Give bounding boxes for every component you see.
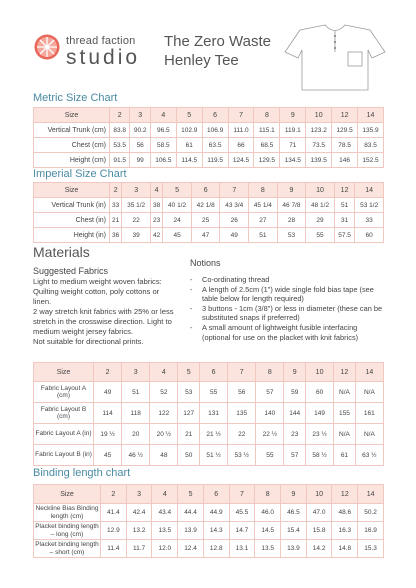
table-cell: 68.5 bbox=[254, 138, 280, 153]
row-label: Vertical Trunk (cm) bbox=[34, 123, 110, 138]
header-cell: 12 bbox=[334, 183, 354, 198]
list-item: - A length of 2.5cm (1") wide single fold bias tape (see table below for length required) bbox=[190, 285, 385, 304]
header-cell: 3 bbox=[130, 108, 150, 123]
brand-name: thread faction bbox=[66, 35, 136, 47]
table-cell: 15.4 bbox=[281, 522, 307, 540]
table-cell: 46 7/8 bbox=[277, 198, 306, 213]
table-cell: N/A bbox=[334, 382, 356, 403]
table-cell: 99 bbox=[130, 153, 150, 168]
table-cell: 12.9 bbox=[101, 522, 127, 540]
header-cell: 9 bbox=[280, 108, 306, 123]
table-cell: 61 bbox=[176, 138, 202, 153]
row-label: Fabric Layout B (in) bbox=[34, 445, 94, 466]
table-cell: 39 bbox=[122, 228, 151, 243]
table-cell: 57 bbox=[256, 382, 284, 403]
table-cell: 57 bbox=[284, 445, 306, 466]
header-cell: 9 bbox=[281, 485, 307, 504]
table-cell: 139.5 bbox=[306, 153, 332, 168]
table-cell: 22 ½ bbox=[256, 424, 284, 445]
table-cell: 57.5 bbox=[334, 228, 354, 243]
table-row bbox=[34, 123, 384, 138]
table-cell: 51 bbox=[122, 382, 150, 403]
header-cell: 2 bbox=[101, 485, 127, 504]
table-cell: 161 bbox=[355, 403, 383, 424]
henley-tee-sketch-icon bbox=[280, 22, 390, 92]
table-row bbox=[34, 522, 384, 540]
table-cell: 118 bbox=[122, 403, 150, 424]
table-cell: 22 bbox=[228, 424, 256, 445]
table-cell: 58 ½ bbox=[306, 445, 334, 466]
table-cell: 46.5 bbox=[281, 504, 307, 522]
table-cell: 11.7 bbox=[126, 540, 152, 558]
table-cell: 40 1/2 bbox=[163, 198, 192, 213]
row-label: Fabric Layout B (cm) bbox=[34, 403, 94, 424]
table-cell: 42.4 bbox=[126, 504, 152, 522]
table-cell: 53 1/2 bbox=[355, 198, 384, 213]
table-cell: 45 bbox=[163, 228, 192, 243]
fabric-line: 2 way stretch knit fabrics with 25% or less bbox=[33, 307, 174, 316]
table-cell: 61 bbox=[334, 445, 356, 466]
table-row bbox=[34, 445, 384, 466]
table-cell: 36 bbox=[110, 228, 122, 243]
row-label: Chest (in) bbox=[34, 213, 110, 228]
brand-studio: studio bbox=[66, 46, 141, 69]
table-cell: 12.0 bbox=[152, 540, 178, 558]
header-cell: 2 bbox=[94, 363, 122, 382]
table-cell: 33 bbox=[110, 198, 122, 213]
header-cell: 2 bbox=[110, 108, 130, 123]
header-cell: 6 bbox=[191, 183, 220, 198]
fabric-line: linen. bbox=[33, 297, 52, 306]
metric-size-table bbox=[33, 107, 384, 168]
table-cell: 20 ½ bbox=[150, 424, 178, 445]
table-cell: 90.2 bbox=[130, 123, 150, 138]
table-cell: 48.6 bbox=[332, 504, 358, 522]
table-cell: 43 3/4 bbox=[220, 198, 249, 213]
table-cell: 53.5 bbox=[110, 138, 130, 153]
suggested-fabrics-heading: Suggested Fabrics bbox=[33, 266, 109, 276]
header-cell: 5 bbox=[178, 363, 200, 382]
row-label: Chest (cm) bbox=[34, 138, 110, 153]
table-cell: 16.3 bbox=[332, 522, 358, 540]
table-cell: 114.5 bbox=[176, 153, 202, 168]
header-cell: 8 bbox=[249, 183, 278, 198]
imperial-size-table bbox=[33, 182, 384, 243]
imperial-chart-title: Imperial Size Chart bbox=[33, 168, 127, 180]
table-cell: 20 bbox=[122, 424, 150, 445]
fabric-line: stretch in the crosswise direction. Light to bbox=[33, 317, 172, 326]
header-cell: 14 bbox=[355, 183, 384, 198]
fabric-line: Not suitable for directional prints. bbox=[33, 337, 144, 346]
binding-length-table bbox=[33, 484, 384, 558]
header-cell: 4 bbox=[150, 363, 178, 382]
table-cell: 60 bbox=[306, 382, 334, 403]
table-cell: 152.5 bbox=[358, 153, 384, 168]
header-cell: Size bbox=[34, 485, 101, 504]
header-cell: 6 bbox=[202, 108, 228, 123]
table-row bbox=[34, 198, 384, 213]
table-cell: 13.9 bbox=[178, 522, 204, 540]
table-row bbox=[34, 153, 384, 168]
table-cell: 122 bbox=[150, 403, 178, 424]
table-cell: 13.1 bbox=[229, 540, 255, 558]
header-cell: 5 bbox=[176, 108, 202, 123]
table-row bbox=[34, 540, 384, 558]
table-cell: 19 ½ bbox=[94, 424, 122, 445]
materials-title: Materials bbox=[33, 244, 90, 260]
table-cell: 15.8 bbox=[306, 522, 332, 540]
table-cell: 91.5 bbox=[110, 153, 130, 168]
list-item: - A small amount of lightweight fusible interfacing (optional for use on the placket with knit fabrics) bbox=[190, 323, 385, 342]
row-label: Fabric Layout A (in) bbox=[34, 424, 94, 445]
header-cell: 9 bbox=[284, 363, 306, 382]
table-cell: 43.4 bbox=[152, 504, 178, 522]
header-cell: 14 bbox=[358, 485, 384, 504]
header-cell: Size bbox=[34, 108, 110, 123]
header-cell: 9 bbox=[277, 183, 306, 198]
table-cell: 56 bbox=[228, 382, 256, 403]
table-cell: 38 bbox=[150, 198, 162, 213]
table-cell: N/A bbox=[355, 382, 383, 403]
table-cell: 14.7 bbox=[229, 522, 255, 540]
table-cell: 29 bbox=[306, 213, 335, 228]
table-cell: 83.8 bbox=[110, 123, 130, 138]
row-label: Fabric Layout A (cm) bbox=[34, 382, 94, 403]
table-cell: 12.8 bbox=[203, 540, 229, 558]
table-cell: 45 bbox=[94, 445, 122, 466]
table-row bbox=[34, 504, 384, 522]
table-cell: 11.4 bbox=[101, 540, 127, 558]
table-cell: 124.5 bbox=[228, 153, 254, 168]
table-header-row bbox=[34, 485, 384, 504]
fabric-requirements-table bbox=[33, 362, 384, 466]
row-label: Placket binding length – long (cm) bbox=[35, 523, 99, 538]
table-cell: 42 1/8 bbox=[191, 198, 220, 213]
table-cell: 53 ½ bbox=[228, 445, 256, 466]
fabric-line: Quilting weight cotton, poly cottons or bbox=[33, 287, 160, 296]
header-cell: 14 bbox=[358, 108, 384, 123]
header-cell: 14 bbox=[355, 363, 383, 382]
table-cell: 129.5 bbox=[332, 123, 358, 138]
table-row bbox=[34, 403, 384, 424]
header-cell: 10 bbox=[306, 183, 335, 198]
table-cell: 55 bbox=[306, 228, 335, 243]
table-cell: 23 ½ bbox=[306, 424, 334, 445]
table-cell: 33 bbox=[355, 213, 384, 228]
pattern-title-line2: Henley Tee bbox=[164, 52, 239, 69]
table-cell: 106.9 bbox=[202, 123, 228, 138]
row-label: Placket binding length – short (cm) bbox=[35, 541, 99, 556]
table-cell: 66 bbox=[228, 138, 254, 153]
table-row bbox=[34, 213, 384, 228]
header-cell: 5 bbox=[178, 485, 204, 504]
table-cell: 13.2 bbox=[126, 522, 152, 540]
header-cell: 4 bbox=[150, 183, 162, 198]
table-cell: 127 bbox=[178, 403, 200, 424]
table-cell: 13.9 bbox=[281, 540, 307, 558]
table-cell: 140 bbox=[256, 403, 284, 424]
notions-heading: Notions bbox=[190, 258, 221, 268]
table-cell: 48 bbox=[150, 445, 178, 466]
table-cell: 35 1/2 bbox=[122, 198, 151, 213]
table-cell: 55 bbox=[200, 382, 228, 403]
header-cell: 6 bbox=[200, 363, 228, 382]
table-cell: 45.5 bbox=[229, 504, 255, 522]
table-cell: 115.1 bbox=[254, 123, 280, 138]
table-cell: 106.5 bbox=[150, 153, 176, 168]
table-cell: 129.5 bbox=[254, 153, 280, 168]
table-cell: 149 bbox=[306, 403, 334, 424]
table-cell: 46 ½ bbox=[122, 445, 150, 466]
table-cell: 47 bbox=[191, 228, 220, 243]
row-label: Vertical Trunk (in) bbox=[34, 198, 110, 213]
binding-chart-title: Binding length chart bbox=[33, 467, 131, 479]
header-cell: 7 bbox=[228, 108, 254, 123]
table-cell: 15.3 bbox=[358, 540, 384, 558]
header-cell: 4 bbox=[152, 485, 178, 504]
row-label: Height (in) bbox=[34, 228, 110, 243]
table-cell: 45 1/4 bbox=[249, 198, 278, 213]
header-cell: 8 bbox=[255, 485, 281, 504]
table-cell: 21 bbox=[110, 213, 122, 228]
pattern-title-line1: The Zero Waste bbox=[164, 33, 271, 50]
table-cell: 134.5 bbox=[280, 153, 306, 168]
header-cell: 6 bbox=[203, 485, 229, 504]
row-label: Height (cm) bbox=[34, 153, 110, 168]
table-cell: 47.0 bbox=[306, 504, 332, 522]
table-cell: 59 bbox=[284, 382, 306, 403]
table-header-row bbox=[34, 108, 384, 123]
table-cell: 52 bbox=[150, 382, 178, 403]
table-cell: 55 bbox=[256, 445, 284, 466]
table-cell: 96.5 bbox=[150, 123, 176, 138]
table-header-row bbox=[34, 183, 384, 198]
table-cell: 24 bbox=[163, 213, 192, 228]
table-cell: 21 ½ bbox=[200, 424, 228, 445]
notions-list bbox=[190, 275, 385, 342]
table-cell: 14.2 bbox=[306, 540, 332, 558]
row-label: Neckline Bias Binding length (cm) bbox=[34, 504, 101, 522]
fabric-line: medium weight jersey fabrics. bbox=[33, 327, 134, 336]
table-cell: 155 bbox=[334, 403, 356, 424]
citrus-slice-icon bbox=[34, 34, 60, 60]
table-cell: 63 ½ bbox=[355, 445, 383, 466]
list-item: - Co-ordinating thread bbox=[190, 275, 385, 285]
header-cell: 7 bbox=[228, 363, 256, 382]
table-cell: 123.2 bbox=[306, 123, 332, 138]
table-cell: 58.5 bbox=[150, 138, 176, 153]
table-cell: 23 bbox=[284, 424, 306, 445]
table-cell: 14.3 bbox=[203, 522, 229, 540]
table-cell: 131 bbox=[200, 403, 228, 424]
table-cell: N/A bbox=[355, 424, 383, 445]
header-cell: 12 bbox=[334, 363, 356, 382]
table-cell: 50.2 bbox=[358, 504, 384, 522]
table-cell: 16.9 bbox=[358, 522, 384, 540]
table-cell: 56 bbox=[130, 138, 150, 153]
table-cell: 51 bbox=[249, 228, 278, 243]
table-cell: 42 bbox=[150, 228, 162, 243]
table-cell: 111.0 bbox=[228, 123, 254, 138]
table-cell: 21 bbox=[178, 424, 200, 445]
table-cell: 41.4 bbox=[101, 504, 127, 522]
header-cell: 3 bbox=[122, 183, 151, 198]
table-cell: 49 bbox=[220, 228, 249, 243]
table-cell: N/A bbox=[334, 424, 356, 445]
header-cell: 2 bbox=[110, 183, 122, 198]
header-cell: 10 bbox=[306, 108, 332, 123]
header-cell: 8 bbox=[256, 363, 284, 382]
header-cell: 3 bbox=[122, 363, 150, 382]
header bbox=[0, 0, 416, 92]
header-cell: 4 bbox=[150, 108, 176, 123]
suggested-fabrics-text bbox=[33, 277, 193, 347]
header-cell: 8 bbox=[254, 108, 280, 123]
table-cell: 48 1/2 bbox=[306, 198, 335, 213]
table-cell: 31 bbox=[334, 213, 354, 228]
header-cell: 12 bbox=[332, 485, 358, 504]
table-cell: 25 bbox=[191, 213, 220, 228]
table-cell: 22 bbox=[122, 213, 151, 228]
metric-chart-title: Metric Size Chart bbox=[33, 92, 118, 104]
table-cell: 51 bbox=[334, 198, 354, 213]
table-cell: 135.9 bbox=[358, 123, 384, 138]
table-cell: 60 bbox=[355, 228, 384, 243]
table-cell: 14.8 bbox=[332, 540, 358, 558]
header-cell: 12 bbox=[332, 108, 358, 123]
table-cell: 49 bbox=[94, 382, 122, 403]
table-cell: 73.5 bbox=[306, 138, 332, 153]
table-cell: 50 bbox=[178, 445, 200, 466]
table-cell: 53 bbox=[277, 228, 306, 243]
table-cell: 53 bbox=[178, 382, 200, 403]
header-cell: Size bbox=[34, 363, 94, 382]
table-cell: 14.5 bbox=[255, 522, 281, 540]
table-cell: 119.5 bbox=[202, 153, 228, 168]
header-cell: Size bbox=[34, 183, 110, 198]
table-row bbox=[34, 228, 384, 243]
table-cell: 26 bbox=[220, 213, 249, 228]
table-cell: 23 bbox=[150, 213, 162, 228]
table-row bbox=[34, 138, 384, 153]
table-cell: 13.5 bbox=[255, 540, 281, 558]
table-cell: 146 bbox=[332, 153, 358, 168]
table-cell: 83.5 bbox=[358, 138, 384, 153]
table-cell: 71 bbox=[280, 138, 306, 153]
table-cell: 51 ½ bbox=[200, 445, 228, 466]
table-cell: 13.5 bbox=[152, 522, 178, 540]
table-row bbox=[34, 382, 384, 403]
header-cell: 10 bbox=[306, 363, 334, 382]
table-cell: 63.5 bbox=[202, 138, 228, 153]
table-header-row bbox=[34, 363, 384, 382]
header-cell: 7 bbox=[220, 183, 249, 198]
table-cell: 12.4 bbox=[178, 540, 204, 558]
table-row bbox=[34, 424, 384, 445]
header-cell: 10 bbox=[306, 485, 332, 504]
table-cell: 28 bbox=[277, 213, 306, 228]
fabric-line: Light to medium weight woven fabrics: bbox=[33, 277, 162, 286]
header-cell: 3 bbox=[126, 485, 152, 504]
table-cell: 135 bbox=[228, 403, 256, 424]
table-cell: 78.5 bbox=[332, 138, 358, 153]
table-cell: 46.0 bbox=[255, 504, 281, 522]
table-cell: 27 bbox=[249, 213, 278, 228]
table-cell: 114 bbox=[94, 403, 122, 424]
list-item: - 3 buttons - 1cm (3/8") or less in diameter (these can be substituted snaps if preferred) bbox=[190, 304, 385, 323]
table-cell: 102.9 bbox=[176, 123, 202, 138]
header-cell: 7 bbox=[229, 485, 255, 504]
table-cell: 44.4 bbox=[178, 504, 204, 522]
table-cell: 44.9 bbox=[203, 504, 229, 522]
table-cell: 144 bbox=[284, 403, 306, 424]
header-cell: 5 bbox=[163, 183, 192, 198]
table-cell: 119.1 bbox=[280, 123, 306, 138]
